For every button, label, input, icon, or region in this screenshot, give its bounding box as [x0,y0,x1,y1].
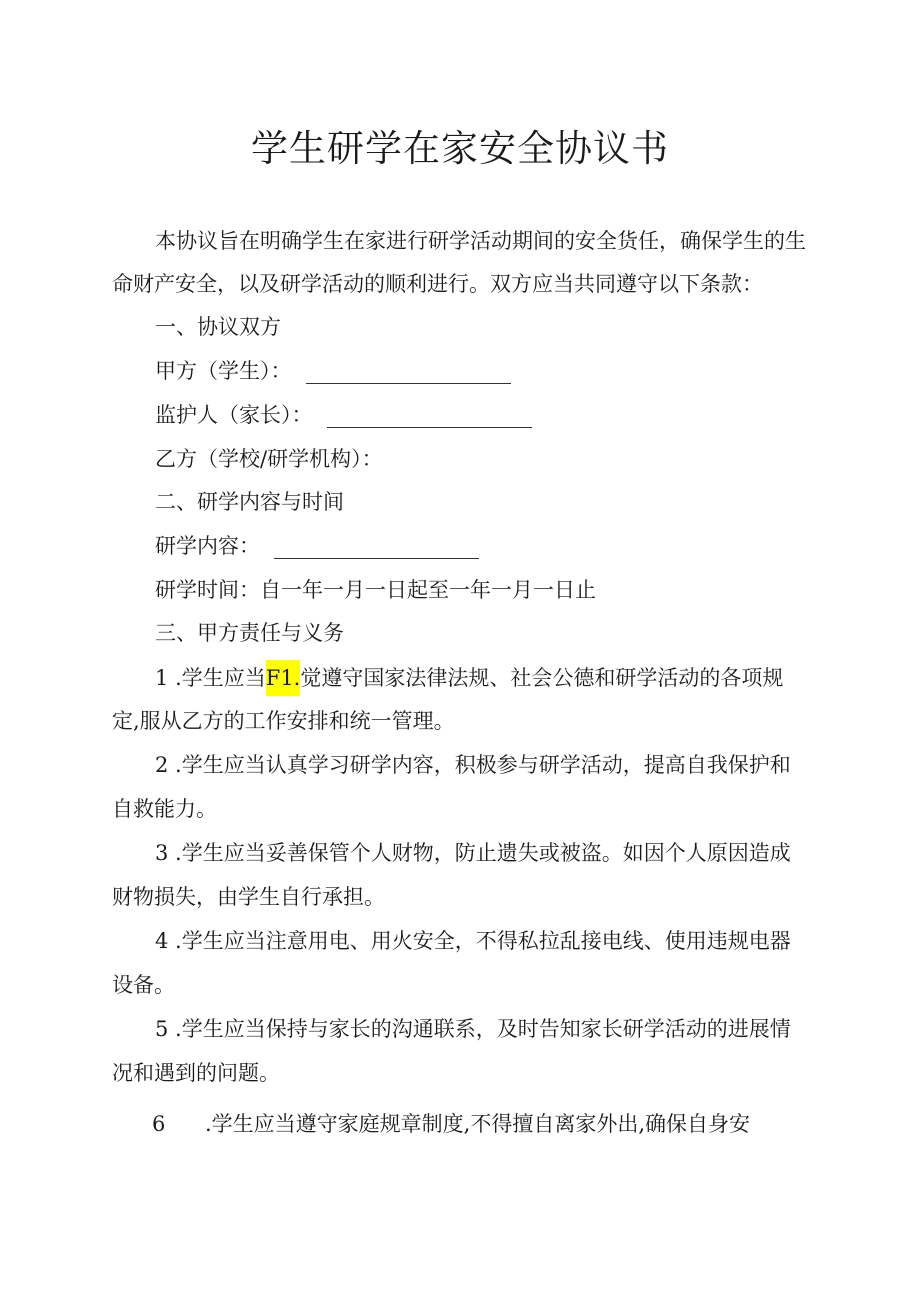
item-1-post: 觉遵守国家法律法规、社会公德和研学活动的各项规 [300,666,784,690]
guardian-row [155,400,532,430]
item-3-line-2: 财物损失，由学生自行承担。 [112,885,385,909]
item-1-highlight: F1. [266,660,301,696]
content-label: 研学内容： [155,534,260,558]
item-1-pre: .学生应当 [175,666,266,690]
item-5-line-1: 5 .学生应当保持与家长的沟通联系，及时告知家长研学活动的进展情 [155,1017,791,1041]
item-5-line-2: 况和遇到的问题。 [112,1061,280,1085]
intro-line-2: 命财产安全，以及研学活动的顺利进行。双方应当共同遵守以下条款： [112,272,763,296]
item-4-line-2: 设备。 [112,973,175,997]
item-6-line-1: .学生应当遵守家庭规章制度,不得擅自离家外出,确保自身安 [205,1112,751,1136]
party-a-label: 甲方（学生）： [155,359,292,383]
item-1-line-1 [155,663,783,693]
item-6-number: 6 [152,1112,166,1136]
item-1-line-2: 定,服从乙方的工作安排和统一管理。 [112,709,455,733]
item-1-number: 1 [155,666,169,690]
item-2-line-2: 自救能力。 [112,797,217,821]
item-3-line-1: 3 .学生应当妥善保管个人财物，防止遗失或被盗。如因个人原因造成 [155,841,791,865]
section-2-heading: 二、研学内容与时间 [155,490,344,514]
section-3-heading: 三、甲方责任与义务 [155,621,344,645]
section-1-heading: 一、协议双方 [155,315,281,339]
document-title: 学生研学在家安全协议书 [251,127,669,170]
content-row [155,531,479,561]
item-4-line-1: 4 .学生应当注意用电、用火安全，不得私拉乱接电线、使用违规电器 [155,929,791,953]
party-b-label: 乙方（学校/研学机构）： [155,447,383,471]
guardian-blank-line [327,407,532,428]
party-a-blank-line [306,363,511,384]
party-a-row [155,356,511,386]
guardian-label: 监护人（家长）： [155,403,313,427]
content-blank-line [274,538,479,559]
item-2-line-1: 2 .学生应当认真学习研学内容，积极参与研学活动，提高自我保护和 [155,753,791,777]
intro-line-1: 本协议旨在明确学生在家进行研学活动期间的安全货任，确保学生的生 [155,229,806,253]
time-line: 研学时间：自一年一月一日起至一年一月一日止 [155,578,596,602]
